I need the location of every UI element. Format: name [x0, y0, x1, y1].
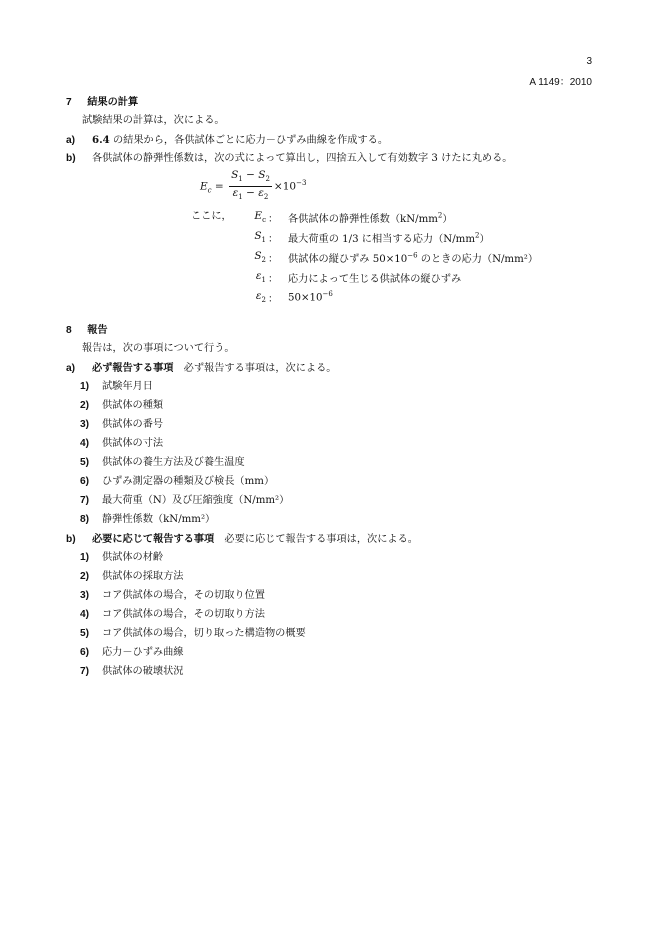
list-item: 7) 最大荷重（N）及び圧縮強度（N/mm²） — [80, 495, 290, 506]
def-colon: ： — [268, 294, 279, 305]
def-symbol: ε — [255, 290, 262, 302]
def-text: 各供試体の静弾性係数（kN/mm — [288, 214, 438, 225]
list-item: 3) 供試体の番号 — [80, 419, 164, 430]
item-b-text: 必要に応じて報告する事項は，次による。 — [214, 534, 418, 545]
clause-ref: 6.4 — [92, 134, 110, 146]
def-text: 供試体の縦ひずみ 50×10 — [288, 254, 408, 265]
section-7-heading — [66, 95, 138, 110]
section-8-number: 8 — [66, 325, 72, 336]
item-a-text: 必ず報告する事項は，次による。 — [173, 363, 337, 374]
def-colon: ： — [268, 274, 279, 285]
item-a-heading: 必ず報告する事項 — [92, 362, 174, 374]
section-8-item-a — [66, 361, 337, 376]
def-text: 50×10 — [288, 292, 323, 304]
section-8-title: 報告 — [87, 324, 108, 336]
list-item: 5) コア供試体の場合，切り取った構造物の概要 — [80, 628, 306, 639]
list-item: 8) 静弾性係数（kN/mm²） — [80, 514, 216, 525]
item-b-label: b) — [66, 153, 76, 164]
def-symbol-sub: 2 — [261, 256, 266, 265]
section-7-intro: 試験結果の計算は，次による。 — [82, 115, 225, 126]
list-item: 2) 供試体の採取方法 — [80, 571, 184, 582]
formula-denominator: $\varepsilon_1 - \varepsilon_2$ — [232, 187, 269, 202]
def-symbol: S — [254, 230, 262, 242]
def-symbol-sub: 2 — [261, 296, 266, 305]
def-symbol-sub: c — [262, 216, 266, 225]
def-symbol: S — [254, 250, 262, 262]
def-symbol: E — [254, 210, 263, 222]
section-7-title: 結果の計算 — [87, 96, 139, 108]
def-text: 応力によって生じる供試体の縦ひずみ — [288, 274, 462, 285]
section-7-item-a — [66, 133, 388, 148]
section-8-item-b — [66, 532, 418, 547]
list-item: 5) 供試体の養生方法及び養生温度 — [80, 457, 245, 468]
def-text: 最大荷重の 1/3 に相当する応力（N/mm — [288, 234, 475, 245]
list-item: 1) 試験年月日 — [80, 381, 153, 392]
formula-exp: −3 — [296, 179, 307, 188]
modulus-formula — [200, 169, 306, 204]
list-item: 2) 供試体の種類 — [80, 400, 164, 411]
list-item: 7) 供試体の破壊状況 — [80, 666, 184, 677]
formula-lhs-sub: c — [207, 186, 212, 195]
list-item: 6) 応力－ひずみ曲線 — [80, 647, 184, 658]
def-colon: ： — [268, 214, 279, 225]
where-label: ここに， — [191, 211, 232, 222]
page-number: 3 — [586, 56, 592, 67]
formula-lhs: E — [200, 180, 208, 193]
section-7-item-b — [66, 152, 512, 166]
item-a-label: a) — [66, 363, 76, 374]
document-page: 3 A 1149：2010 7 結果の計算 試験結果の計算は，次による。 a) 6.4 の結果から，各供試体ごとに応力－ひずみ曲線を作成する。 b) 各供試体の静弾性係数は，次の式によって算出し，四捨五入して有効数字 3 けたに丸める。 $E_c$ = $\frac{S_1 - S_2}{\varepsilon_1 - \varepsilon_2}$ $\times 10^{-3}$ ここに， $E_c$ ： 各供試体の静弾性係数$(kN/mm^2)$ $S_1$ ： 最大荷重の 1/3 に相当する応力$(N/mm^2)$ $S_2$ ： 供試体の縦ひずみ $50\times 10^{-6}$ のときの応力（N/mm²） $\varepsilon_1$ ： 応力によって生じる供試体の縦ひずみ $\varepsilon_2$ ： $50\times 10^{-6}$ 8 報告 報告は，次の事項について行う。 a) 必ず報告する事項 必ず報告する事項は，次による。 1) 試験年月日 2) 供試体の種類 3) 供試体の番号 4) 供試体の寸法 5) 供試体の養生方法及び養生温度 6) ひずみ測定器の種類及び検長（mm） 7) 最大荷重（N）及び圧縮強度（N/mm²） 8) 静弾性係数（kN/mm²） b) 必要に応じて報告する事項 必要に応じて報告する事項は，次による。 1) 供試体の材齢 2) 供試体の採取方法 3) コア供試体の場合，その切取り位置 4) コア供試体の場合，その切取り方法 5) コア供試体の場合，切り取った構造物の概要 6) 応力－ひずみ曲線 7) 供試体の破壊状況 — [66, 56, 592, 677]
list-item: 4) 供試体の寸法 — [80, 438, 164, 449]
item-a-text: の結果から，各供試体ごとに応力－ひずみ曲線を作成する。 — [109, 135, 389, 146]
formula-fraction — [229, 169, 272, 204]
item-b-heading: 必要に応じて報告する事項 — [92, 533, 215, 545]
item-b-text: 各供試体の静弾性係数は，次の式によって算出し，四捨五入して有効数字 3 けたに丸める。 — [92, 153, 513, 164]
list-item: 4) コア供試体の場合，その切取り方法 — [80, 609, 265, 620]
item-a-label: a) — [66, 135, 76, 146]
def-symbol-sub: 1 — [261, 236, 266, 245]
def-colon: ： — [268, 234, 279, 245]
formula-eq: = — [211, 180, 228, 193]
item-b-label: b) — [66, 534, 76, 545]
list-item: 6) ひずみ測定器の種類及び検長（mm） — [80, 476, 275, 487]
def-symbol: ε — [255, 270, 262, 282]
formula-times: ×10 — [273, 180, 297, 193]
standard-number: A 1149：2010 — [529, 77, 592, 88]
def-colon: ： — [268, 254, 279, 265]
section-8-heading — [66, 323, 108, 338]
formula-numerator: $S_1 - S_2$ — [229, 169, 272, 187]
section-7-number: 7 — [66, 97, 72, 108]
section-8-intro: 報告は，次の事項について行う。 — [82, 343, 235, 354]
list-item: 1) 供試体の材齢 — [80, 552, 164, 563]
def-symbol-sub: 1 — [261, 276, 266, 285]
list-item: 3) コア供試体の場合，その切取り位置 — [80, 590, 265, 601]
